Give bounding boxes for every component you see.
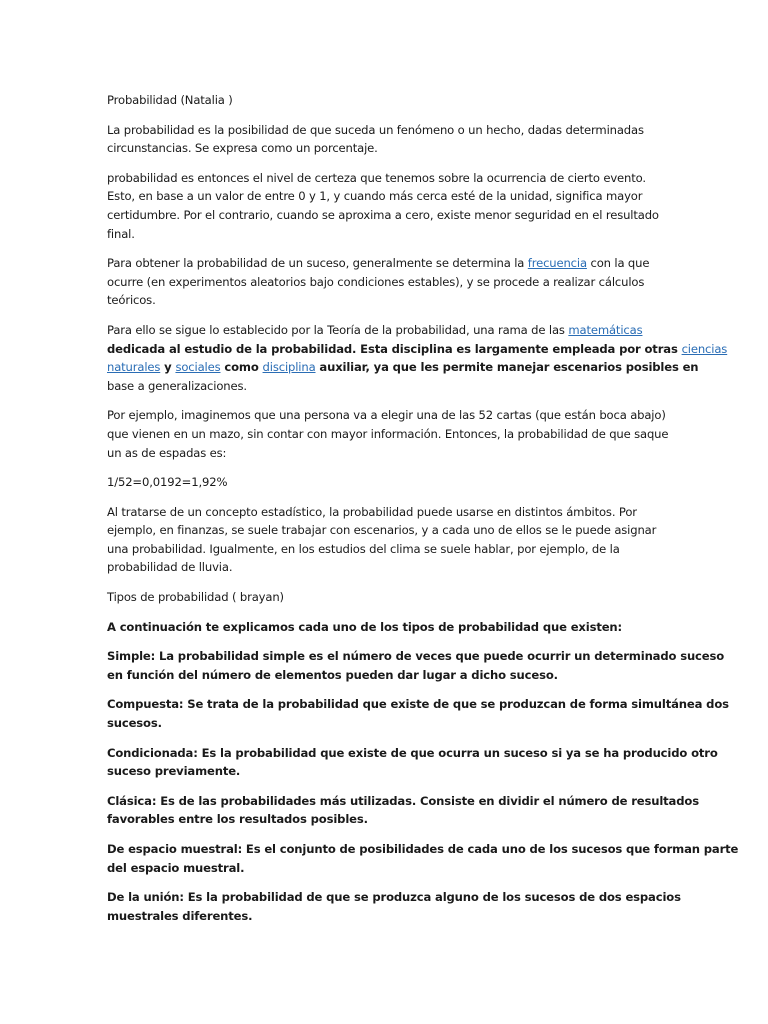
text-line: en función del número de elementos pueden dar lugar a dicho suceso.	[107, 667, 558, 682]
link-matematicas[interactable]: matemáticas	[568, 322, 643, 337]
text-line: 1/52=0,0192=1,92%	[107, 475, 228, 490]
document-page	[107, 91, 739, 936]
text-line: probabilidad es entonces el nivel de certeza que tenemos sobre la ocurrencia de cierto evento.	[107, 170, 646, 185]
text-line: ejemplo, en finanzas, se suele trabajar con escenarios, y a cada uno de ellos se le puede asignar	[107, 523, 657, 538]
text-line: De la unión: Es la probabilidad de que se produzca alguno de los sucesos de dos espacios	[107, 890, 681, 905]
text-line: base a generalizaciones.	[107, 378, 247, 393]
paragraph-frecuencia	[107, 254, 667, 310]
text-line: Esto, en base a un valor de entre 0 y 1, y cuando más cerca esté de la unidad, significa mayor	[107, 189, 643, 204]
text-line: una probabilidad. Igualmente, en los estudios del clima se suele hablar, por ejemplo, de la	[107, 541, 620, 556]
text-line: teóricos.	[107, 293, 156, 308]
formula-line	[107, 473, 667, 492]
link-ciencias[interactable]: ciencias	[681, 341, 728, 356]
text-line: un as de espadas es:	[107, 445, 227, 460]
paragraph-union	[107, 888, 681, 925]
paragraph-espacio-muestral	[107, 840, 739, 877]
text-line: Simple: La probabilidad simple es el número de veces que puede ocurrir un determinado suceso	[107, 649, 725, 664]
text-line: Probabilidad (Natalia )	[107, 93, 233, 107]
text-segment: Para ello se sigue lo establecido por la Teoría de la probabilidad, una rama de las	[107, 322, 569, 337]
text-line	[107, 340, 728, 359]
paragraph-condicionada	[107, 744, 718, 781]
link-frecuencia[interactable]: frecuencia	[527, 256, 587, 271]
text-line: circunstancias. Se expresa como un porcentaje.	[107, 141, 378, 156]
text-line: certidumbre. Por el contrario, cuando se aproxima a cero, existe menor seguridad en el resultado	[107, 207, 659, 222]
text-segment: como	[220, 360, 263, 375]
text-line	[107, 254, 667, 273]
paragraph-certeza	[107, 169, 667, 243]
text-segment: Para obtener la probabilidad de un suceso, generalmente se determina la	[107, 256, 528, 271]
text-line: suceso previamente.	[107, 764, 241, 779]
text-segment: con la que	[586, 256, 650, 271]
paragraph-compuesta	[107, 695, 729, 732]
text-line: sucesos.	[107, 716, 162, 731]
text-line: De espacio muestral: Es el conjunto de posibilidades de cada uno de los sucesos que forman parte	[107, 842, 739, 856]
link-naturales[interactable]: naturales	[107, 360, 161, 375]
text-line: Condicionada: Es la probabilidad que existe de que ocurra un suceso si ya se ha producido otro	[107, 745, 718, 760]
text-line: ocurre (en experimentos aleatorios bajo condiciones estables), y se procede a realizar cálculos	[107, 274, 645, 289]
text-line: Compuesta: Se trata de la probabilidad que existe de que se produzcan de forma simultánea dos	[107, 697, 729, 712]
paragraph-intro-tipos	[107, 618, 667, 637]
paragraph-teoria	[107, 321, 728, 395]
text-line: del espacio muestral.	[107, 860, 245, 875]
section-title-tipos	[107, 588, 667, 607]
text-line: favorables entre los resultados posibles.	[107, 812, 368, 827]
text-line: La probabilidad es la posibilidad de que suceda un fenómeno o un hecho, dadas determinadas	[107, 122, 644, 137]
text-segment: auxiliar, ya que les permite manejar escenarios posibles en	[315, 360, 699, 375]
text-line	[107, 358, 699, 377]
text-line: probabilidad de lluvia.	[107, 560, 233, 575]
section-title-natalia	[107, 91, 667, 110]
paragraph-definition	[107, 121, 667, 158]
text-segment: y	[160, 360, 176, 375]
text-line: Clásica: Es de las probabilidades más utilizadas. Consiste en dividir el número de resultados	[107, 793, 699, 808]
text-line: Tipos de probabilidad ( brayan)	[107, 590, 284, 605]
text-segment: dedicada al estudio de la probabilidad. Esta disciplina es largamente empleada por otras	[107, 341, 682, 356]
text-line	[107, 321, 667, 340]
link-disciplina[interactable]: disciplina	[262, 360, 316, 375]
paragraph-ejemplo-cartas	[107, 406, 667, 462]
text-line: que vienen en un mazo, sin contar con mayor información. Entonces, la probabilidad de que saque	[107, 426, 669, 441]
text-line: Al tratarse de un concepto estadístico, la probabilidad puede usarse en distintos ámbitos. Por	[107, 504, 637, 519]
paragraph-simple	[107, 647, 725, 684]
text-line: A continuación te explicamos cada uno de los tipos de probabilidad que existen:	[107, 619, 623, 634]
text-line: Por ejemplo, imaginemos que una persona va a elegir una de las 52 cartas (que están boca abajo)	[107, 408, 666, 423]
text-line: muestrales diferentes.	[107, 908, 253, 923]
text-line: final.	[107, 226, 135, 241]
link-sociales[interactable]: sociales	[175, 360, 221, 375]
paragraph-clasica	[107, 792, 699, 829]
paragraph-ambitos	[107, 503, 667, 577]
